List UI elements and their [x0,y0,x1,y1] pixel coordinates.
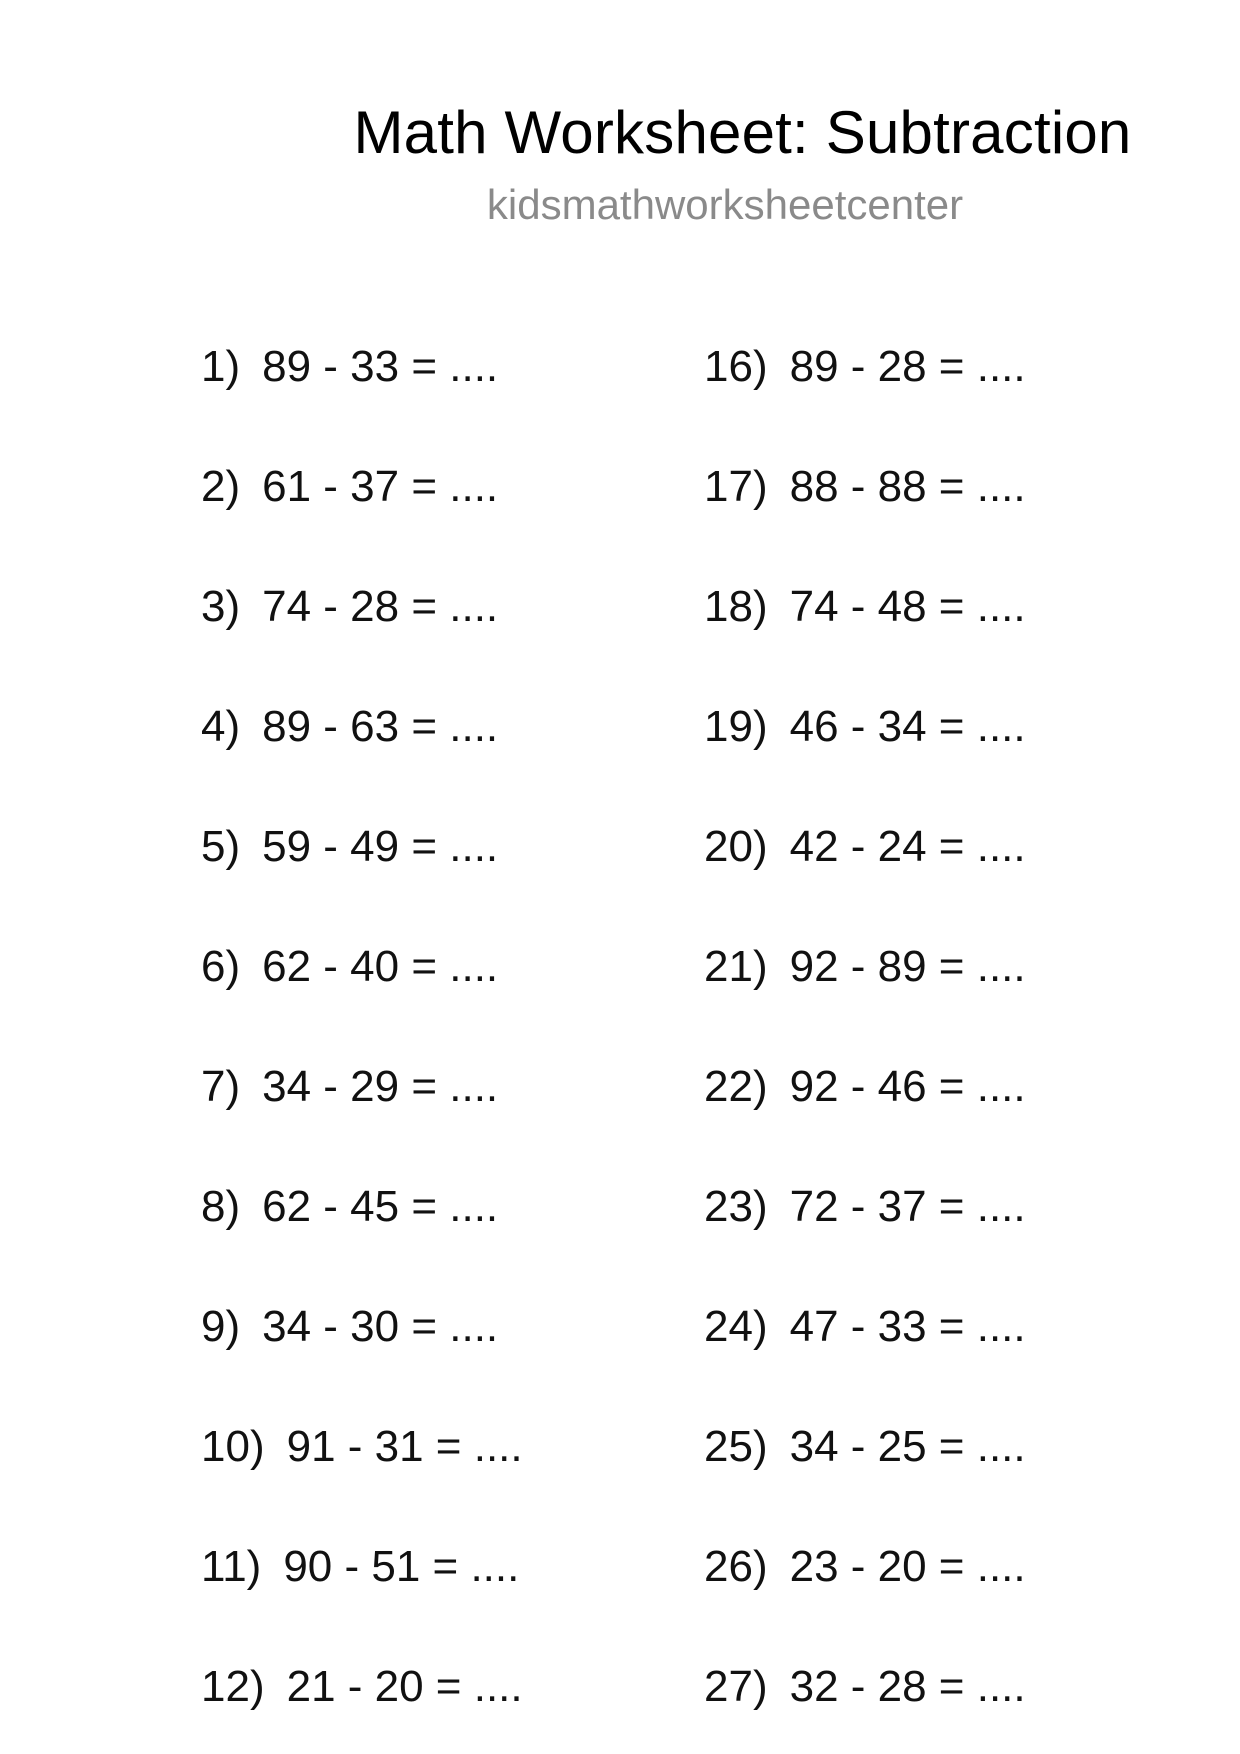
problem-item [704,821,1026,873]
problem-expression: 47 - 33 = .... [789,1302,1026,1351]
problem-item [201,461,498,513]
problem-number: 20) [704,822,768,871]
problem-number: 16) [704,342,768,391]
problem-number: 27) [704,1662,768,1711]
problem-expression: 32 - 28 = .... [789,1662,1026,1711]
problem-expression: 92 - 89 = .... [789,942,1026,991]
problem-expression: 34 - 25 = .... [789,1422,1026,1471]
problem-expression: 23 - 20 = .... [789,1542,1026,1591]
problem-item [704,581,1026,633]
problem-number: 26) [704,1542,768,1591]
problem-expression: 90 - 51 = .... [283,1542,520,1591]
problem-number: 7) [201,1062,241,1111]
problem-item [201,701,498,753]
problem-item [201,341,498,393]
problem-item [704,461,1026,513]
problem-number: 24) [704,1302,768,1351]
problem-item [201,1061,498,1113]
problem-item [704,1301,1026,1353]
problem-expression: 62 - 45 = .... [262,1182,499,1231]
problem-number: 1) [201,342,241,391]
problem-number: 9) [201,1302,241,1351]
worksheet-title: Math Worksheet: Subtraction [353,99,1132,166]
problem-expression: 88 - 88 = .... [789,462,1026,511]
problem-expression: 74 - 28 = .... [262,582,499,631]
problem-item [704,1661,1026,1713]
problem-number: 6) [201,942,241,991]
problem-expression: 89 - 63 = .... [262,702,499,751]
problem-item [201,941,498,993]
problem-number: 10) [201,1422,265,1471]
problem-item [704,341,1026,393]
problem-expression: 74 - 48 = .... [789,582,1026,631]
problem-number: 25) [704,1422,768,1471]
problem-expression: 72 - 37 = .... [789,1182,1026,1231]
problem-item [704,1541,1026,1593]
problem-number: 11) [201,1542,262,1591]
problem-expression: 42 - 24 = .... [789,822,1026,871]
problem-item [201,1541,519,1593]
problem-item [704,941,1026,993]
problem-number: 4) [201,702,241,751]
problem-item [704,1181,1026,1233]
problem-item [704,1061,1026,1113]
problem-number: 5) [201,822,241,871]
problem-expression: 89 - 33 = .... [262,342,499,391]
problem-expression: 34 - 29 = .... [262,1062,499,1111]
problem-item [704,1421,1026,1473]
problem-expression: 92 - 46 = .... [789,1062,1026,1111]
problem-expression: 21 - 20 = .... [286,1662,523,1711]
problem-item [201,1301,498,1353]
problem-number: 8) [201,1182,241,1231]
problem-number: 2) [201,462,241,511]
problem-item [201,581,498,633]
worksheet-subtitle: kidsmathworksheetcenter [486,181,964,228]
problem-number: 18) [704,582,768,631]
problem-number: 17) [704,462,768,511]
problem-item [201,1661,523,1713]
problem-number: 3) [201,582,241,631]
problem-expression: 62 - 40 = .... [262,942,499,991]
problem-item [704,701,1026,753]
problem-number: 21) [704,942,768,991]
problem-item [201,821,498,873]
problem-number: 19) [704,702,768,751]
problem-number: 23) [704,1182,768,1231]
problem-expression: 89 - 28 = .... [789,342,1026,391]
problem-number: 22) [704,1062,768,1111]
problem-expression: 91 - 31 = .... [286,1422,523,1471]
problem-item [201,1181,498,1233]
problem-expression: 34 - 30 = .... [262,1302,499,1351]
problem-expression: 61 - 37 = .... [262,462,499,511]
problem-number: 12) [201,1662,265,1711]
problem-item [201,1421,523,1473]
problem-expression: 46 - 34 = .... [789,702,1026,751]
problem-expression: 59 - 49 = .... [262,822,499,871]
